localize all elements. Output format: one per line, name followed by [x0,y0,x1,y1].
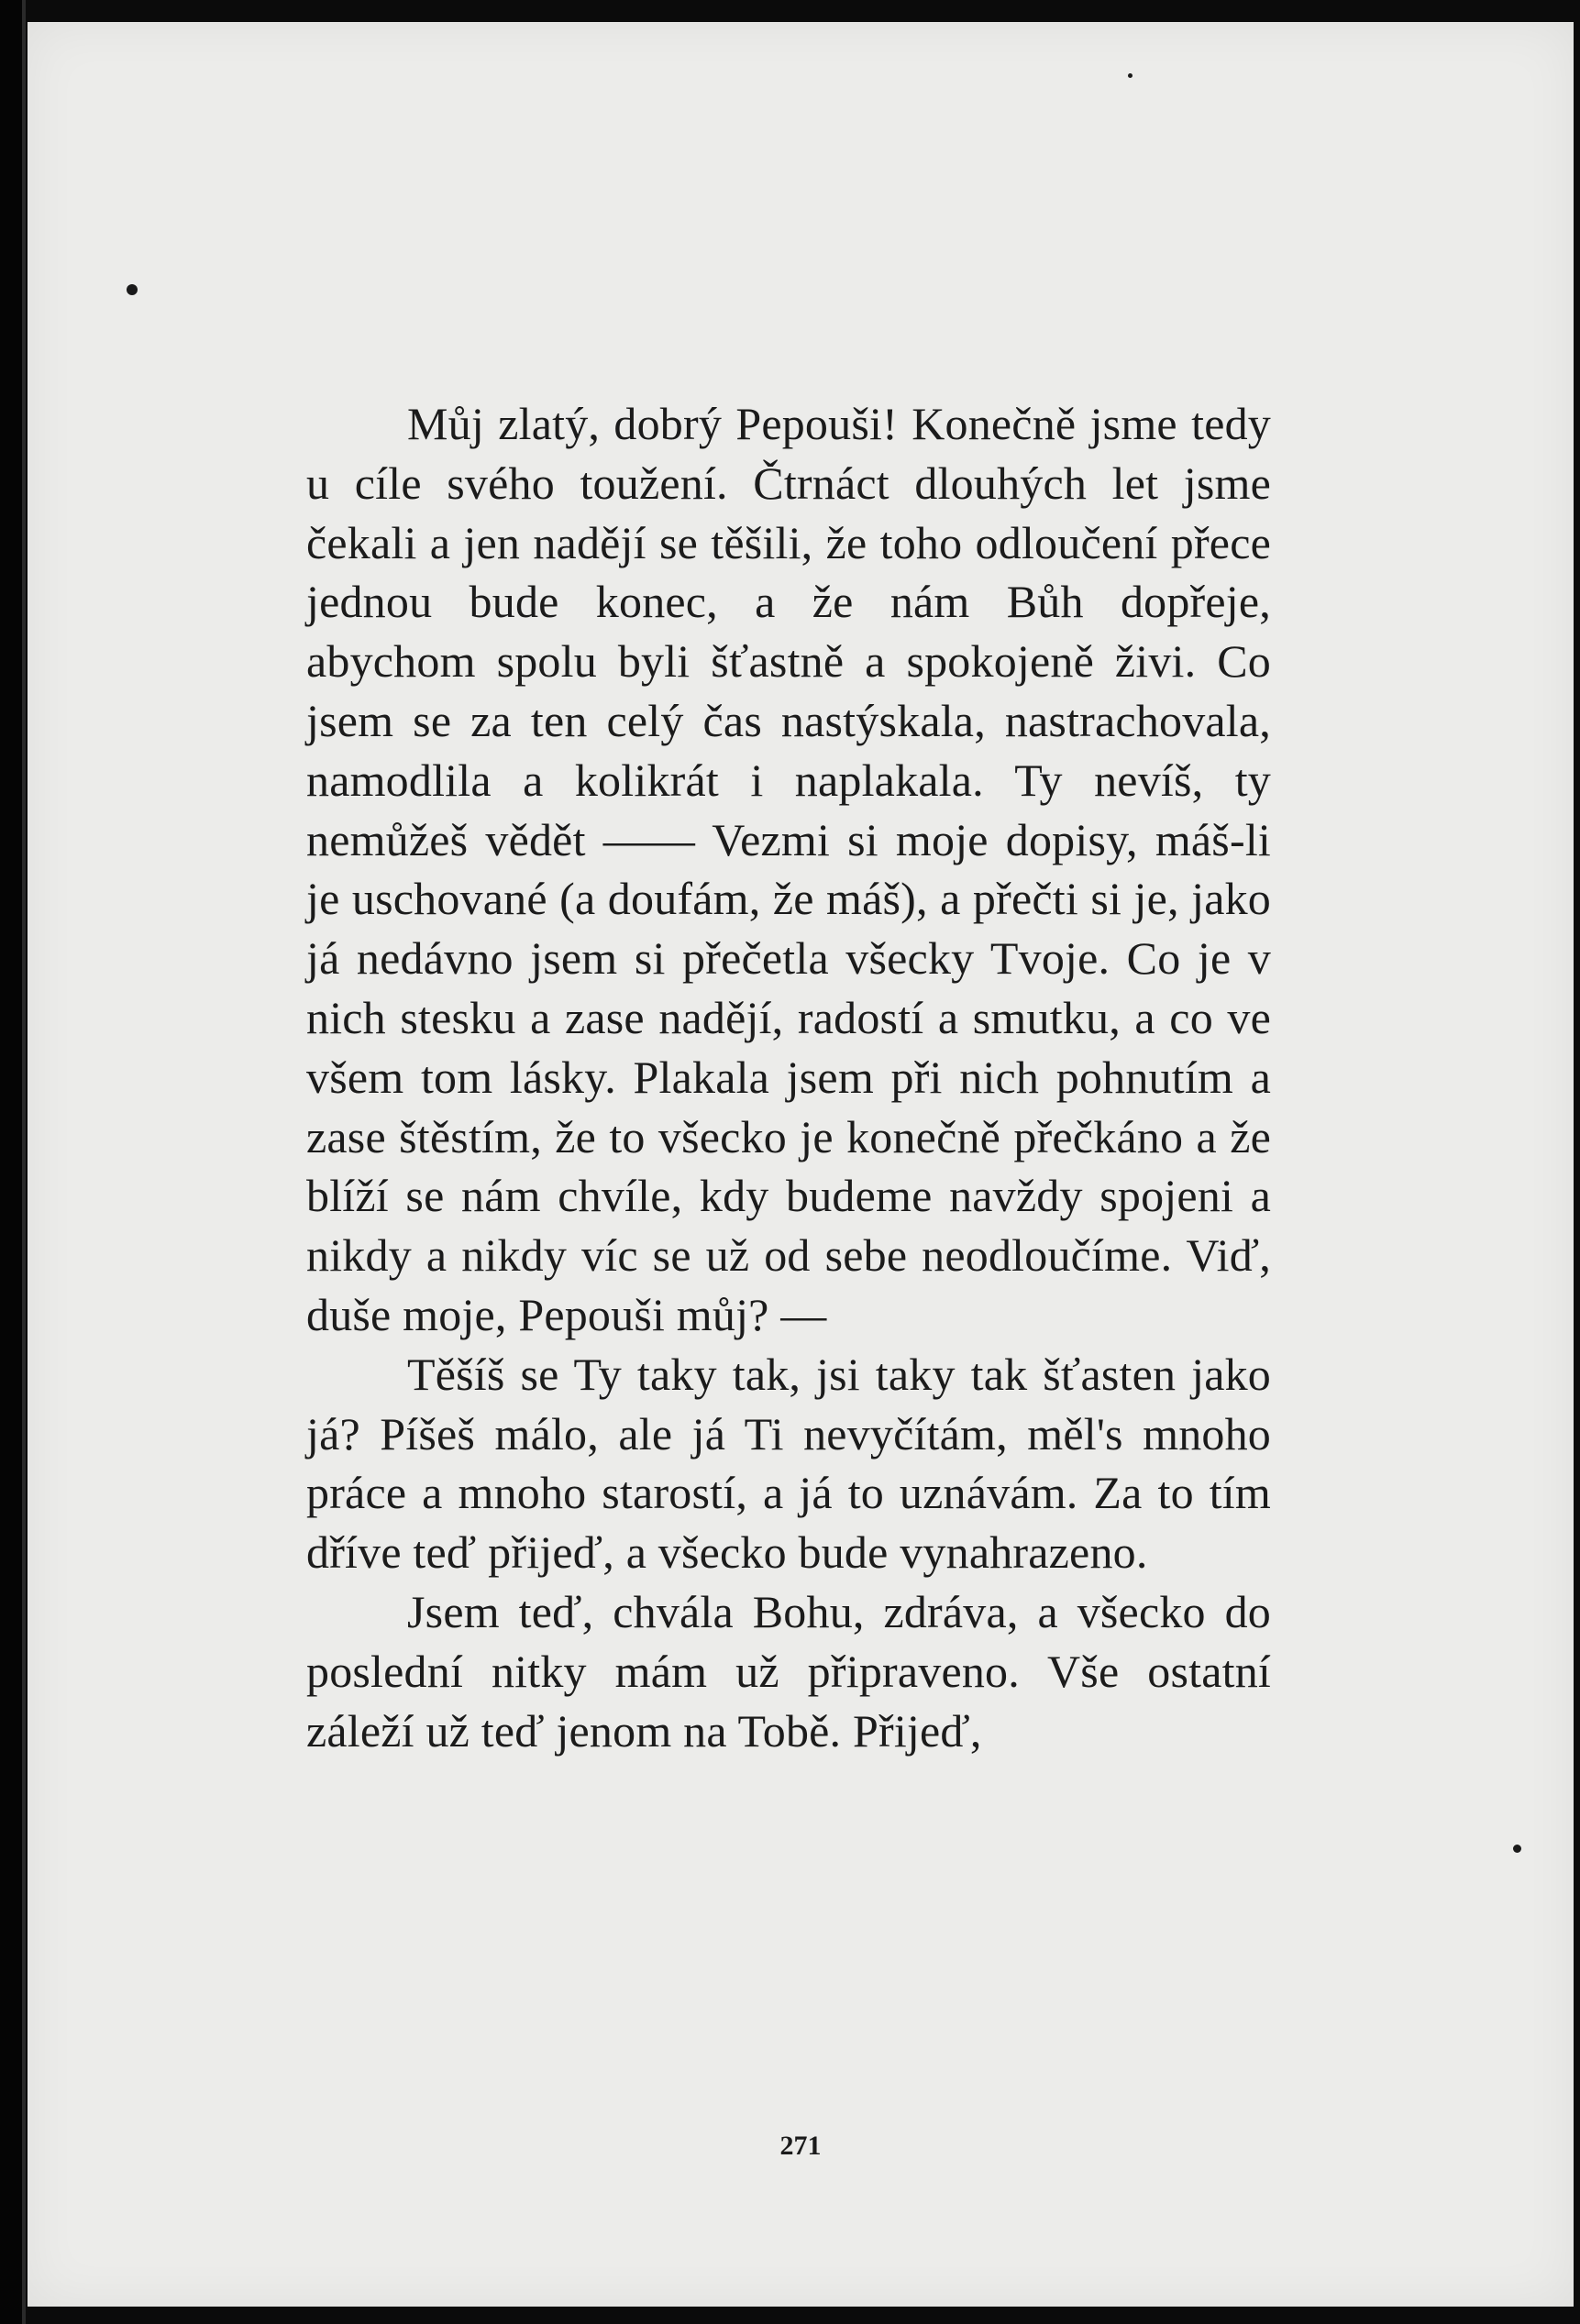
book-page [28,22,1574,2307]
page-edge-line [22,0,26,2324]
paragraph-1: Můj zlatý, dobrý Pepouši! Konečně jsme tedy u cíle svého toužení. Čtrnáct dlouhých let jsme čekali a jen nadějí se těšili, že toho odloučení přece jednou bude konec, a že nám Bůh dopřeje, abychom spolu byli šťastně a spokojeně živi. Co jsem se za ten celý čas nastýskala, nastrachovala, namodlila a kolikrát i naplakala. Ty nevíš, ty nemůžeš vědět —— Vezmi si moje dopisy, máš-li je uschované (a doufám, že máš), a přečti si je, jako já nedávno jsem si přečetla všecky Tvoje. Co je v nich stesku a zase nadějí, radostí a smutku, a co ve všem tom lásky. Plakala jsem při nich pohnutím a zase štěstím, že to všecko je konečně přečkáno a že blíží se nám chvíle, kdy budeme navždy spojeni a nikdy a nikdy víc se už od sebe neodloučíme. Viď, duše moje, Pepouši můj? — [306,398,1271,1340]
ink-speck [1513,1845,1521,1853]
ink-speck [127,284,138,295]
book-spine-shadow [0,0,24,2324]
paragraph-3: Jsem teď, chvála Bohu, zdráva, a všecko do poslední nitky mám už připraveno. Vše ostatní záleží už teď jenom na Tobě. Přijeď, [306,1585,1271,1757]
letter-text [306,394,1271,1760]
ink-speck [1128,73,1133,78]
paragraph-2: Těšíš se Ty taky tak, jsi taky tak šťasten jako já? Píšeš málo, ale já Ti nevyčítám, měl's mnoho práce a mnoho starostí, a já to uznávám. Za to tím dříve teď přijeď, a všecko bude vynahrazeno. [306,1348,1271,1579]
page-number: 271 [779,2131,822,2161]
